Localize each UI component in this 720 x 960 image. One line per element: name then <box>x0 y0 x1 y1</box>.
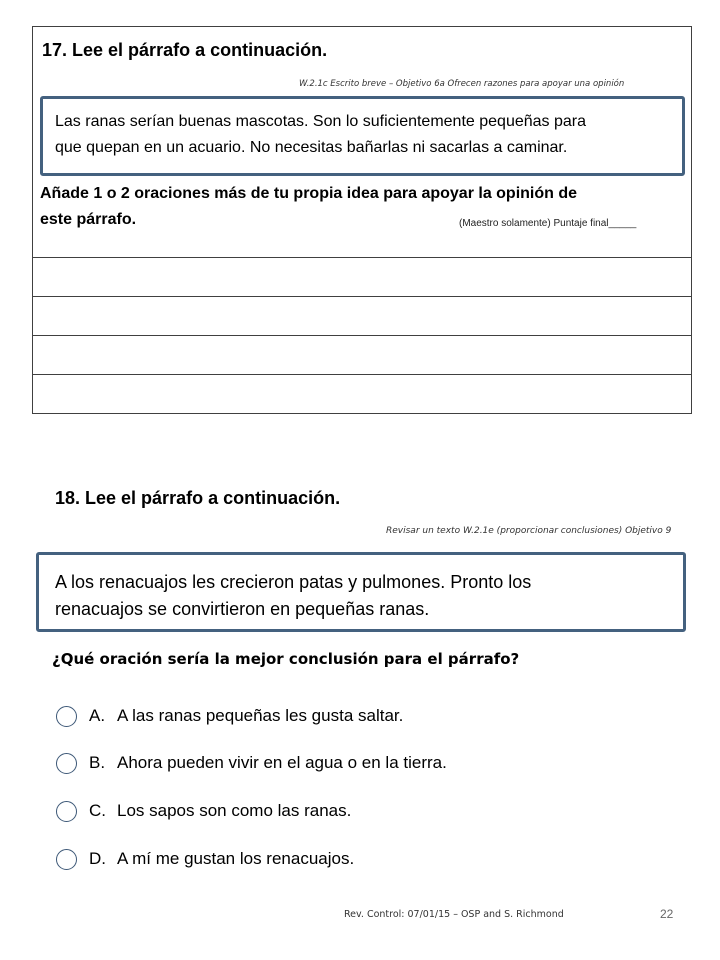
option-letter: D. <box>89 849 106 868</box>
option-letter: B. <box>89 753 106 772</box>
answer-option-d[interactable] <box>56 845 354 873</box>
question-18-standard: Revisar un texto W.2.1e (proporcionar conclusiones) Objetivo 9 <box>386 526 672 536</box>
question-17-paragraph-line-2: que quepan en un acuario. No necesitas bañarlas ni sacarlas a caminar. <box>55 139 568 156</box>
radio-circle-icon[interactable] <box>56 753 77 774</box>
radio-circle-icon[interactable] <box>56 801 77 822</box>
radio-circle-icon[interactable] <box>56 706 77 727</box>
option-text: Ahora pueden vivir en el agua o en la tierra. <box>117 753 447 772</box>
answer-line-2[interactable] <box>33 297 691 335</box>
radio-circle-icon[interactable] <box>56 849 77 870</box>
option-text: Los sapos son como las ranas. <box>117 801 352 820</box>
answer-line-4[interactable] <box>33 375 691 413</box>
question-17-paragraph-line-1: Las ranas serían buenas mascotas. Son lo suficientemente pequeñas para <box>55 113 586 130</box>
question-17-paragraph-box <box>40 96 685 176</box>
answer-line-1[interactable] <box>33 258 691 296</box>
option-letter: A. <box>89 706 106 725</box>
answer-option-b[interactable] <box>56 749 447 777</box>
option-text: A las ranas pequeñas les gusta saltar. <box>117 706 404 725</box>
revision-control-note: Rev. Control: 07/01/15 – OSP and S. Richmond <box>344 909 564 920</box>
question-18-paragraph-line-1: A los renacuajos les crecieron patas y pulmones. Pronto los <box>55 572 532 592</box>
question-17-standard: W.2.1c Escrito breve – Objetivo 6a Ofrecen razones para apoyar una opinión <box>299 79 625 89</box>
page-number: 22 <box>660 907 674 921</box>
option-letter: C. <box>89 801 106 820</box>
answer-line-3[interactable] <box>33 336 691 374</box>
teacher-score-label: (Maestro solamente) Puntaje final_____ <box>459 218 637 229</box>
answer-option-c[interactable] <box>56 797 351 825</box>
answer-option-a[interactable] <box>56 702 403 730</box>
question-17-title: 17. Lee el párrafo a continuación. <box>42 40 328 60</box>
question-17-instruction-line-2: este párrafo. <box>40 211 137 228</box>
question-18-prompt: ¿Qué oración sería la mejor conclusión para el párrafo? <box>52 650 520 668</box>
option-text: A mí me gustan los renacuajos. <box>117 849 355 868</box>
question-18-title: 18. Lee el párrafo a continuación. <box>55 488 341 508</box>
question-18-paragraph-box <box>36 552 686 632</box>
question-17-instruction-line-1: Añade 1 o 2 oraciones más de tu propia idea para apoyar la opinión de <box>40 185 578 202</box>
question-18-paragraph-line-2: renacuajos se convirtieron en pequeñas ranas. <box>55 599 430 619</box>
